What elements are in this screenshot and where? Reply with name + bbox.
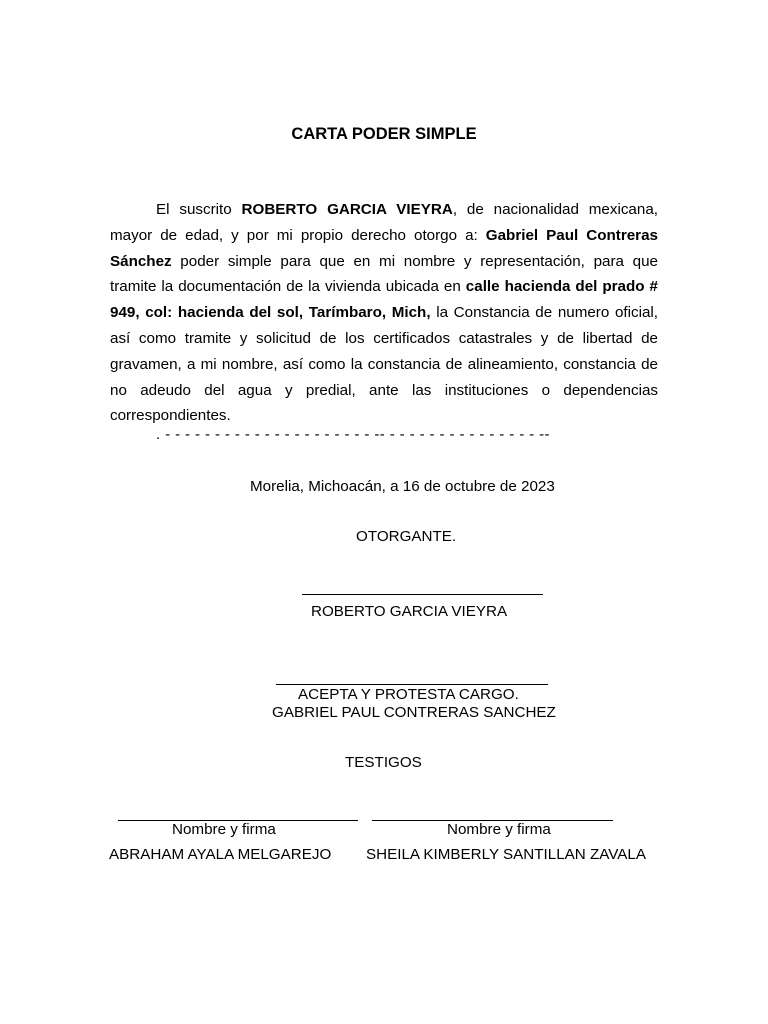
- witness-left-caption: Nombre y firma: [172, 821, 276, 838]
- aceptante-label: ACEPTA Y PROTESTA CARGO.: [298, 686, 519, 703]
- otorgante-signature-line: [302, 594, 543, 595]
- otorgante-name: ROBERTO GARCIA VIEYRA: [311, 603, 508, 620]
- witness-right-name: SHEILA KIMBERLY SANTILLAN ZAVALA: [366, 846, 646, 863]
- grantee-name: Gabriel Paul Contreras Sánchez: [110, 226, 658, 270]
- body-paragraph: [110, 197, 658, 429]
- witness-left-name: ABRAHAM AYALA MELGAREJO: [109, 846, 332, 863]
- aceptante-name: GABRIEL PAUL CONTRERAS SANCHEZ: [272, 704, 556, 721]
- body-text-part-3: poder simple para que en mi nombre y representación, para que tramite la documentación de la vivienda ubicada en: [110, 252, 658, 296]
- body-text: [110, 197, 658, 429]
- body-text-intro: El suscrito: [156, 201, 242, 218]
- place-and-date: Morelia, Michoacán, a 16 de octubre de 2023: [250, 478, 555, 495]
- body-text-part-2: , de nacionalidad mexicana, mayor de edad, y por mi propio derecho otorgo a:: [110, 201, 658, 244]
- testigos-label: TESTIGOS: [345, 754, 422, 771]
- otorgante-label: OTORGANTE.: [356, 528, 457, 545]
- document-title: CARTA PODER SIMPLE: [291, 125, 477, 143]
- witness-right-caption: Nombre y firma: [447, 821, 551, 838]
- body-text-part-4: la Constancia de numero oficial, así como tramite y solicitud de los certificados catastrales y de libertad de gravamen, a mi nombre, así como la constancia de alineamiento, constancia de no adeudo del agua y predial, ante las instituciones o dependencias correspondientes.: [110, 304, 659, 425]
- grantor-name: ROBERTO GARCIA VIEYRA: [241, 201, 453, 218]
- property-address: calle hacienda del prado # 949, col: hacienda del sol, Tarímbaro, Mich,: [110, 278, 658, 322]
- aceptante-signature-line: [276, 684, 548, 685]
- dashed-separator: . - - - - - - - - - - - - - - - - - - - - - -- - - - - - - - - - - - - - - - --: [156, 426, 550, 443]
